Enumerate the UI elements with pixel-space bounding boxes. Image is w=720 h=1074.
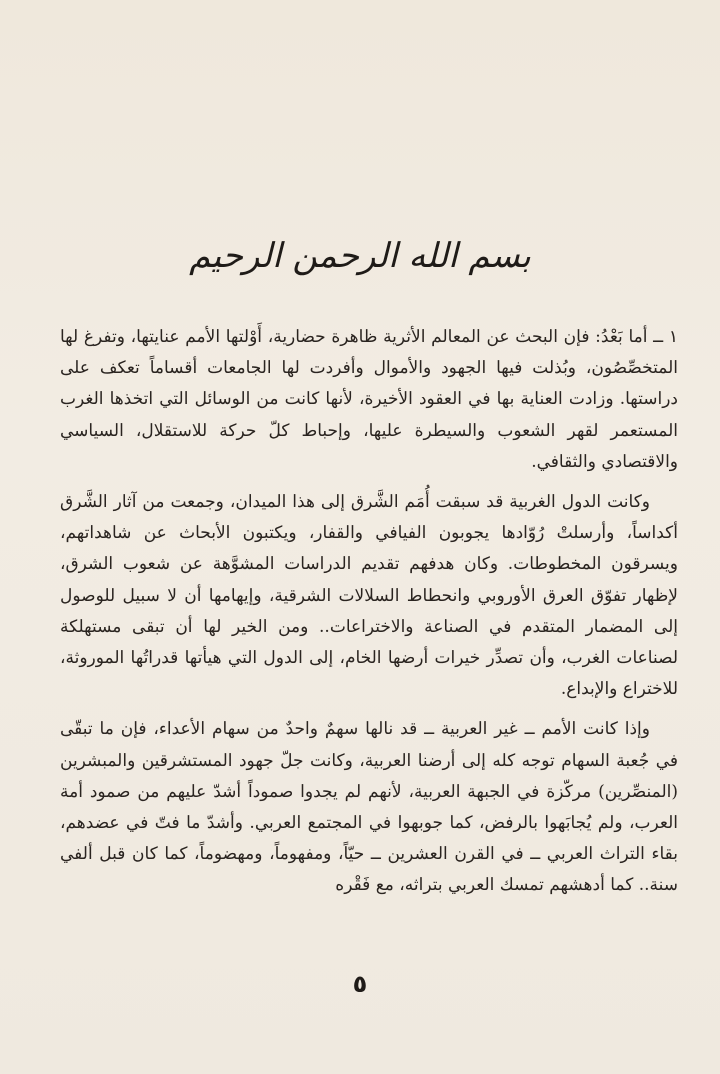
page-number: ٥ (352, 970, 368, 998)
basmala-heading: بسم الله الرحمن الرحيم (189, 236, 531, 276)
paragraph-2: وكانت الدول الغربية قد سبقت أُمَم الشَّرق إلى هذا الميدان، وجمعت من آثار الشَّرق أكداساً، وأرسلتْ رُوّادها يجوبون الفيافي والقفار، ويكتبون الأبحاث عن شاهداتهم، ويسرقون المخطوطات. وكان هدفهم تقديم الدراسات المشوَّهة عن شعوب الشرق، لإظهار تفوّق العرق الأوروبي وانحطاط السلالات الشرقية، وإيهامها أن لا سبيل للوصول إلى المضمار المتقدم في الصناعة والاختراعات.. ومن الخير لها أن تبقى مستهلكة لصناعات الغرب، وأن تصدِّر خيرات أرضها الخام، إلى الدول التي هيأتها قدراتُها الموروثة، للاختراع والإبداع. (60, 492, 678, 700)
paragraph-3: وإذا كانت الأمم ــ غير العربية ــ قد نالها سهمٌ واحدٌ من سهام الأعداء، فإن ما تبقّى في جُعبة السهام توجه كله إلى أرضنا العربية، وكانت جلّ جهود المستشرقين والمبشرين (المنصِّرين) مركّزة في الجبهة العربية، لأنهم لم يجدوا صموداً أشدّ عليهم من صمود أمة العرب، ولم يُجابَهوا بالرفض، كما جوبهوا في المجتمع العربي. وأشدّ ما فتّ في عضدهم، بقاء التراث العربي ــ في القرن العشرين ــ حيّاً، ومفهوماً، ومهضوماً، كما كان قبل ألفي سنة.. كما أدهشهم تمسك العربي بتراثه، مع فَقْره (60, 719, 678, 896)
body-text (60, 322, 678, 911)
paragraph-1: ١ ــ أما بَعْدُ: فإن البحث عن المعالم الأثرية ظاهرة حضارية، أَوْلتها الأمم عنايتها، وتفرغ لها المتخصِّصُون، وبُذلت فيها الجهود والأموال وأفردت لها الجامعات أقساماً تعكف على دراستها. وزادت العناية بها في العقود الأخيرة، لأنها كانت من الوسائل التي اتخذها الغرب المستعمر لقهر الشعوب والسيطرة عليها، وإحباط كلّ حركة للاستقلال، السياسي والاقتصادي والثقافي. (60, 327, 678, 472)
